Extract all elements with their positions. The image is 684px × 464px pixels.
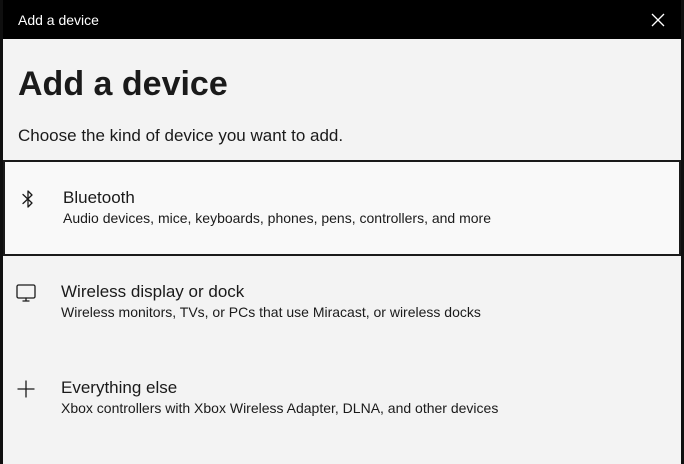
monitor-icon bbox=[15, 282, 37, 304]
plus-icon bbox=[15, 378, 37, 400]
close-icon bbox=[651, 13, 665, 27]
option-title: Bluetooth bbox=[63, 188, 135, 207]
page-title: Add a device bbox=[18, 65, 228, 103]
close-button[interactable] bbox=[635, 0, 681, 39]
option-description: Xbox controllers with Xbox Wireless Adapter, DLNA, and other devices bbox=[61, 400, 499, 416]
option-wireless-display[interactable] bbox=[3, 256, 681, 352]
page-subtitle: Choose the kind of device you want to add. bbox=[18, 126, 344, 145]
option-description: Audio devices, mice, keyboards, phones, pens, controllers, and more bbox=[63, 210, 492, 226]
bluetooth-icon bbox=[17, 188, 39, 210]
dialog-content bbox=[3, 39, 681, 464]
option-title: Everything else bbox=[61, 378, 178, 397]
title-bar bbox=[3, 0, 681, 39]
option-title: Wireless display or dock bbox=[61, 282, 245, 301]
option-description: Wireless monitors, TVs, or PCs that use Miracast, or wireless docks bbox=[61, 304, 481, 320]
window-title: Add a device bbox=[18, 12, 99, 28]
option-bluetooth[interactable] bbox=[3, 160, 681, 256]
option-everything-else[interactable] bbox=[3, 352, 681, 448]
